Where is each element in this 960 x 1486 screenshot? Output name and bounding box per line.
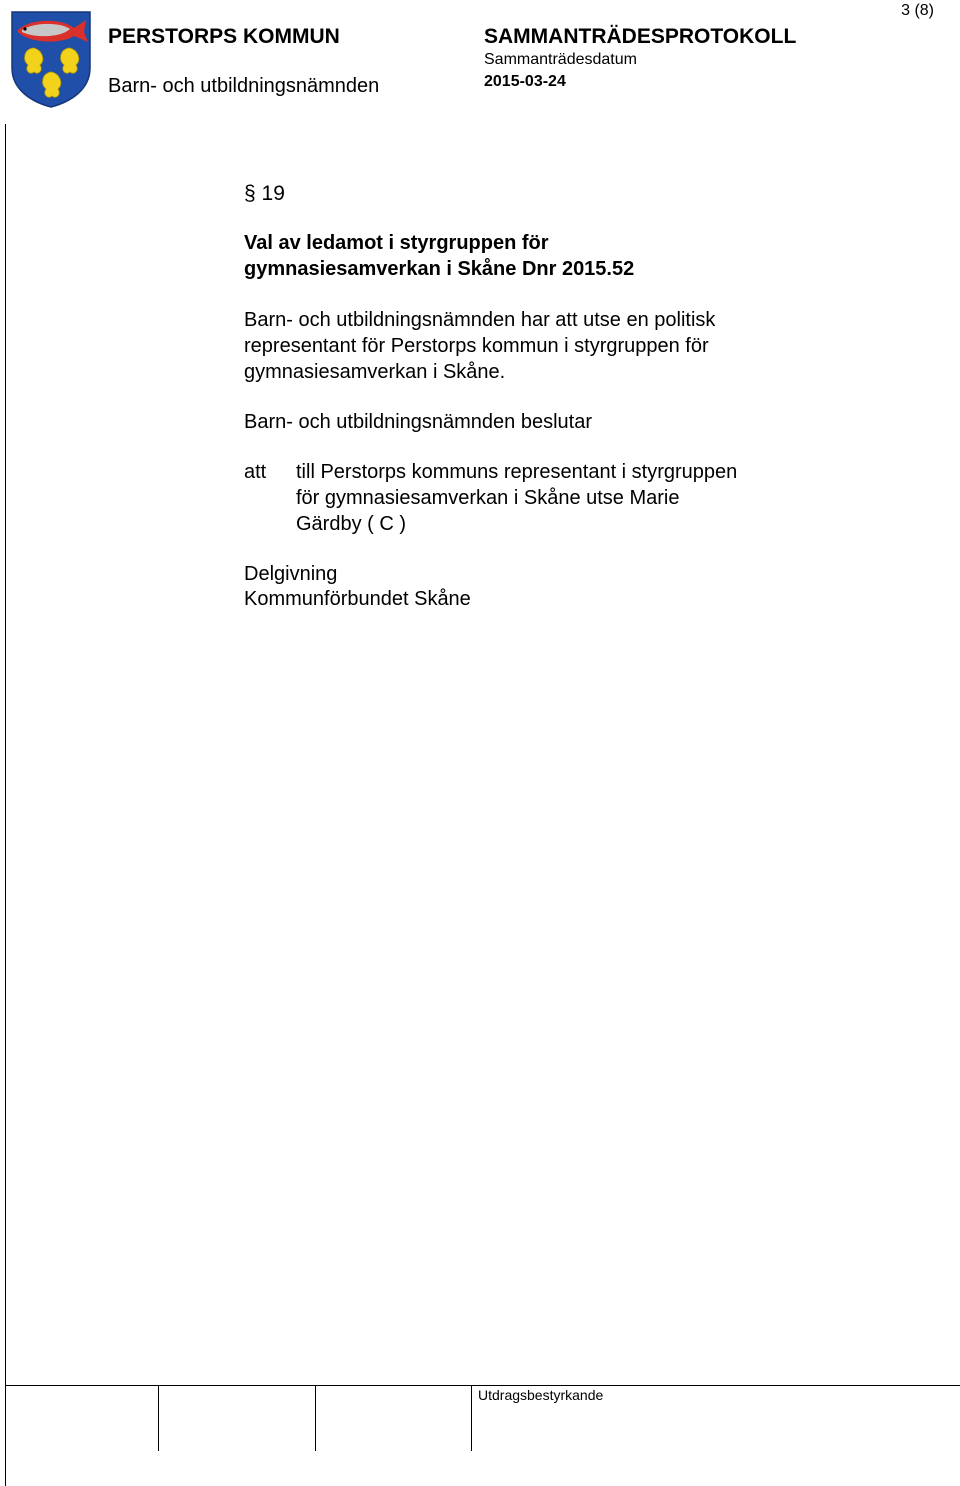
- delivery-recipient: Kommunförbundet Skåne: [244, 588, 471, 610]
- decision-line-3: Gärdby ( C ): [296, 513, 407, 535]
- delivery-label: Delgivning: [244, 563, 338, 585]
- decision-line-1: till Perstorps kommuns representant i styrgruppen: [296, 461, 738, 483]
- municipality-name: PERSTORPS KOMMUN: [108, 25, 340, 48]
- decision-keyword: att: [244, 461, 267, 483]
- footer-divider-3: [471, 1385, 472, 1451]
- decision-intro: Barn- och utbildningsnämnden beslutar: [244, 411, 592, 433]
- meeting-date-label: Sammanträdesdatum: [484, 51, 637, 68]
- section-title-line-1: Val av ledamot i styrgruppen för: [244, 232, 549, 254]
- document-type: SAMMANTRÄDESPROTOKOLL: [484, 25, 797, 48]
- committee-name: Barn- och utbildningsnämnden: [108, 75, 380, 97]
- coat-of-arms-logo: [10, 10, 92, 108]
- intro-line-3: gymnasiesamverkan i Skåne.: [244, 361, 506, 383]
- paragraph-number: § 19: [244, 182, 285, 205]
- section-title-line-2: gymnasiesamverkan i Skåne Dnr 2015.52: [244, 258, 635, 280]
- intro-line-1: Barn- och utbildningsnämnden har att utse en politisk: [244, 309, 716, 331]
- intro-line-2: representant för Perstorps kommun i styrgruppen för: [244, 335, 709, 357]
- footer-top-line: [5, 1385, 960, 1386]
- certification-label: Utdragsbestyrkande: [478, 1387, 604, 1403]
- page-number: 3 (8): [901, 2, 934, 19]
- meeting-date: 2015-03-24: [484, 73, 566, 90]
- left-margin-line: [5, 124, 6, 1486]
- decision-line-2: för gymnasiesamverkan i Skåne utse Marie: [296, 487, 680, 509]
- footer-divider-1: [158, 1385, 159, 1451]
- footer-divider-2: [315, 1385, 316, 1451]
